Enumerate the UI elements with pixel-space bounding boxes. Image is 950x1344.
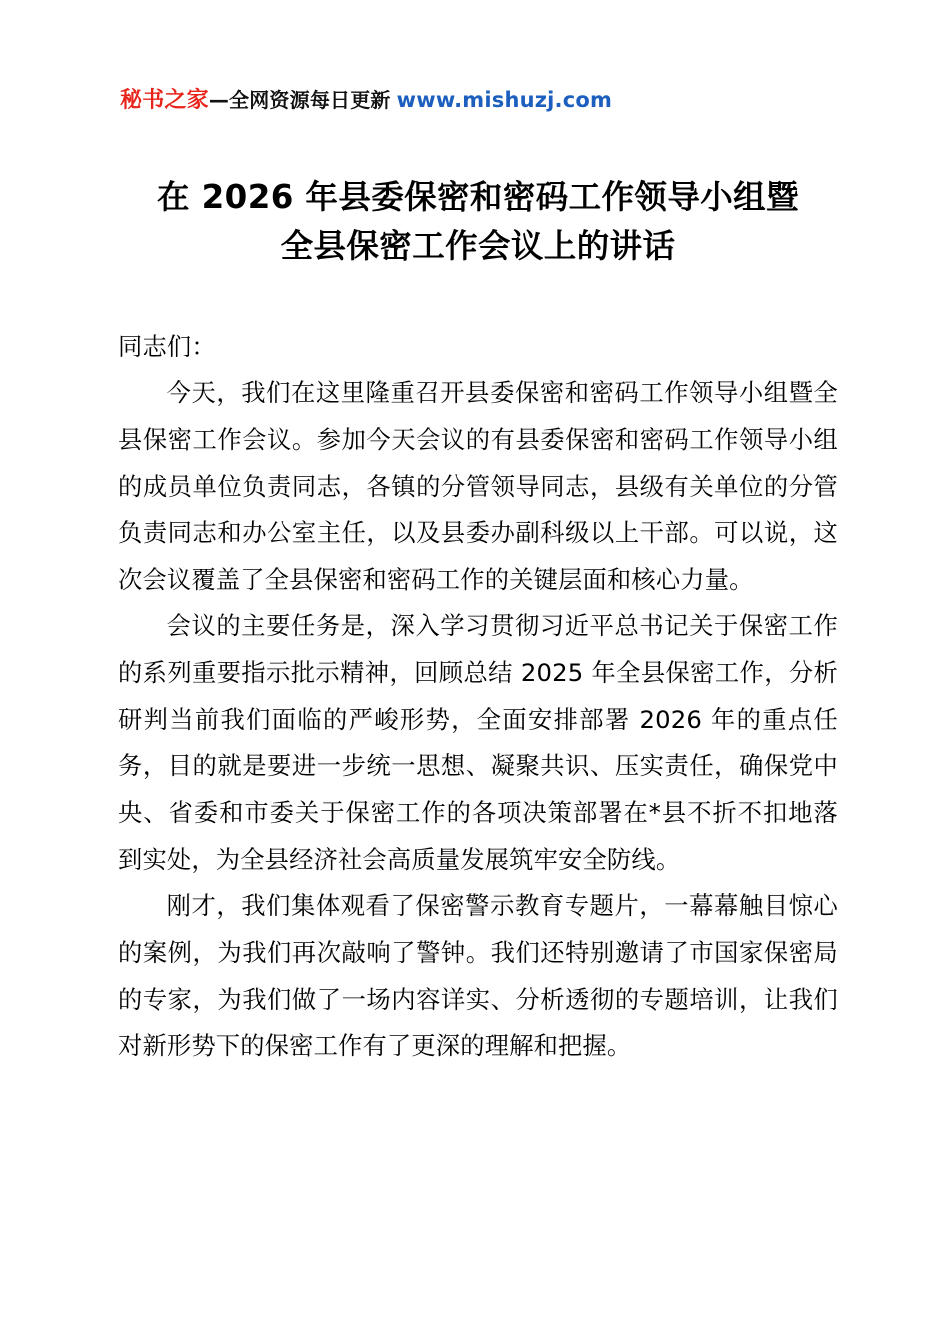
site-watermark-header [120, 86, 838, 117]
body-paragraph-2: 会议的主要任务是，深入学习贯彻习近平总书记关于保密工作的系列重要指示批示精神，回顾总结 2025 年全县保密工作，分析研判当前我们面临的严峻形势，全面安排部署 2026 年的重点任务，目的就是要进一步统一思想、凝聚共识、压实责任，确保党中央、省委和市委关于保密工作的各项决策部署在*县不折不扣地落到实处，为全县经济社会高质量发展筑牢安全防线。 [118, 611, 838, 874]
site-url[interactable]: www.mishuzj.com [396, 88, 613, 112]
body-paragraph-3: 刚才，我们集体观看了保密警示教育专题片，一幕幕触目惊心的案例，为我们再次敲响了警钟。我们还特别邀请了市国家保密局的专家，为我们做了一场内容详实、分析透彻的专题培训，让我们对新形势下的保密工作有了更深的理解和把握。 [118, 891, 838, 1061]
site-brand-name: 秘书之家 [120, 88, 209, 113]
document-body [118, 324, 838, 1070]
brand-description: 全网资源每日更新 [229, 88, 391, 112]
page-title [118, 173, 838, 272]
body-paragraph-1: 今天，我们在这里隆重召开县委保密和密码工作领导小组暨全县保密工作会议。参加今天会议的有县委保密和密码工作领导小组的成员单位负责同志，各镇的分管领导同志，县级有关单位的分管负责同志和办公室主任，以及县委办副科级以上干部。可以说，这次会议覆盖了全县保密和密码工作的关键层面和核心力量。 [118, 378, 838, 594]
title-line-2: 全县保密工作会议上的讲话 [280, 227, 676, 266]
title-line-1: 在 2026 年县委保密和密码工作领导小组暨 [157, 177, 799, 216]
salutation: 同志们： [118, 331, 216, 361]
brand-separator: — [208, 88, 230, 112]
